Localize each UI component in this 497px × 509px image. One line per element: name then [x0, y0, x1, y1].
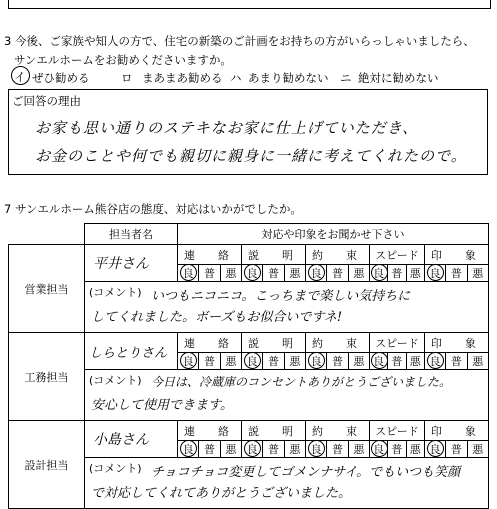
cat-speed: スピード [370, 421, 425, 441]
person-design: 小島さん [85, 421, 178, 458]
option-mark-ha[interactable]: ハ [230, 71, 242, 85]
evaluation-table [8, 223, 489, 509]
construction-promise-bad[interactable]: 悪 [348, 353, 369, 370]
option-label-ha: あまり勧めない [248, 71, 329, 85]
cat-contact: 連 絡 [178, 333, 242, 353]
design-speed-good[interactable]: 良 [370, 441, 388, 458]
role-construction: 工務担当 [9, 333, 85, 421]
cat-impression: 印 象 [424, 333, 488, 353]
construction-impression-normal[interactable]: 普 [446, 353, 467, 370]
comment-label: (コメント) [89, 462, 142, 475]
construction-explain-bad[interactable]: 悪 [284, 353, 305, 370]
sales-comment-line1: いつもニコニコ。こっちまで楽しい気持ちに [151, 289, 411, 304]
construction-contact-good[interactable]: 良 [178, 353, 199, 370]
sales-comment[interactable] [85, 282, 489, 333]
sales-impression-normal[interactable]: 普 [446, 265, 467, 282]
top-frame-edge [8, 0, 491, 9]
sales-promise-bad[interactable]: 悪 [348, 265, 369, 282]
cat-promise: 約 束 [306, 333, 370, 353]
cat-explain: 説 明 [242, 421, 306, 441]
sales-contact-normal[interactable]: 普 [199, 265, 220, 282]
person-sales: 平井さん [85, 245, 178, 282]
cat-explain: 説 明 [242, 245, 306, 265]
sales-contact-bad[interactable]: 悪 [220, 265, 241, 282]
construction-comment-line1: 今日は、冷蔵庫のコンセントありがとうございました。 [151, 375, 452, 389]
design-explain-bad[interactable]: 悪 [284, 441, 305, 458]
design-impression-good[interactable]: 良 [424, 441, 445, 458]
design-speed-normal[interactable]: 普 [388, 441, 406, 458]
design-impression-bad[interactable]: 悪 [467, 441, 489, 458]
q7-question: 7 サンエルホーム熊谷店の態度、対応はいかがでしたか。 [4, 202, 302, 216]
header-impression: 対応や印象をお聞かせ下さい [178, 224, 489, 245]
sales-impression-bad[interactable]: 悪 [467, 265, 489, 282]
design-comment-line2: で対応してくれてありがとうございました。 [91, 486, 352, 501]
design-promise-normal[interactable]: 普 [327, 441, 348, 458]
option-mark-ro[interactable]: ロ [121, 71, 133, 85]
role-sales: 営業担当 [9, 245, 85, 333]
construction-promise-good[interactable]: 良 [306, 353, 327, 370]
reason-label: ご回答の理由 [12, 94, 81, 108]
sales-explain-bad[interactable]: 悪 [284, 265, 305, 282]
construction-contact-bad[interactable]: 悪 [220, 353, 241, 370]
construction-speed-bad[interactable]: 悪 [406, 353, 424, 370]
design-contact-bad[interactable]: 悪 [220, 441, 241, 458]
reason-box [8, 89, 488, 175]
construction-impression-good[interactable]: 良 [424, 353, 445, 370]
design-promise-good[interactable]: 良 [306, 441, 327, 458]
sales-promise-good[interactable]: 良 [306, 265, 327, 282]
cat-speed: スピード [370, 333, 425, 353]
cat-explain: 説 明 [242, 333, 306, 353]
design-comment-line1: チョコチョコ変更してゴメンナサイ。でもいつも笑顔 [151, 465, 461, 480]
design-comment[interactable] [85, 458, 489, 509]
cat-promise: 約 束 [306, 421, 370, 441]
construction-explain-good[interactable]: 良 [242, 353, 263, 370]
construction-speed-good[interactable]: 良 [370, 353, 388, 370]
sales-contact-good[interactable]: 良 [178, 265, 199, 282]
option-mark-i[interactable]: イ [14, 70, 26, 84]
q3-question-line1: 3 今後、ご家族や知人の方で、住宅の新築のご計画をお持ちの方がいらっしゃいましたら、 [4, 34, 475, 48]
reason-line1: お家も思い通りのステキなお家に仕上げていただき、 [35, 119, 419, 137]
cat-contact: 連 絡 [178, 421, 242, 441]
comment-label: (コメント) [89, 286, 142, 299]
construction-comment[interactable] [85, 370, 489, 421]
sales-comment-line2: してくれました。ボーズもお似合いですネ! [91, 310, 343, 325]
sales-promise-normal[interactable]: 普 [327, 265, 348, 282]
option-label-ni: 絶対に勧めない [358, 71, 439, 85]
sales-explain-normal[interactable]: 普 [263, 265, 284, 282]
construction-speed-normal[interactable]: 普 [388, 353, 406, 370]
cat-impression: 印 象 [424, 421, 488, 441]
header-person: 担当者名 [85, 224, 178, 245]
option-label-i: ぜひ勧める [32, 71, 90, 85]
q3-question-line2: サンエルホームをお勧めくださいますか。 [14, 53, 232, 67]
construction-comment-line2: 安心して使用できます。 [91, 398, 233, 413]
reason-line2: お金のことや何でも親切に親身に一緒に考えてくれたので。 [35, 147, 467, 165]
design-speed-bad[interactable]: 悪 [406, 441, 424, 458]
option-mark-ni[interactable]: ニ [340, 71, 352, 85]
design-contact-good[interactable]: 良 [178, 441, 199, 458]
construction-promise-normal[interactable]: 普 [327, 353, 348, 370]
cat-speed: スピード [370, 245, 425, 265]
construction-contact-normal[interactable]: 普 [199, 353, 220, 370]
construction-explain-normal[interactable]: 普 [263, 353, 284, 370]
cat-promise: 約 束 [306, 245, 370, 265]
design-promise-bad[interactable]: 悪 [348, 441, 369, 458]
sales-speed-good[interactable]: 良 [370, 265, 388, 282]
construction-impression-bad[interactable]: 悪 [467, 353, 489, 370]
design-contact-normal[interactable]: 普 [199, 441, 220, 458]
sales-impression-good[interactable]: 良 [424, 265, 445, 282]
option-label-ro: まあまあ勧める [142, 71, 223, 85]
role-design: 設計担当 [9, 421, 85, 509]
design-explain-good[interactable]: 良 [242, 441, 263, 458]
person-construction: しらとりさん [85, 333, 178, 370]
sales-speed-normal[interactable]: 普 [388, 265, 406, 282]
cat-impression: 印 象 [424, 245, 488, 265]
design-impression-normal[interactable]: 普 [446, 441, 467, 458]
comment-label: (コメント) [89, 374, 142, 387]
sales-explain-good[interactable]: 良 [242, 265, 263, 282]
cat-contact: 連 絡 [178, 245, 242, 265]
design-explain-normal[interactable]: 普 [263, 441, 284, 458]
sales-speed-bad[interactable]: 悪 [406, 265, 424, 282]
